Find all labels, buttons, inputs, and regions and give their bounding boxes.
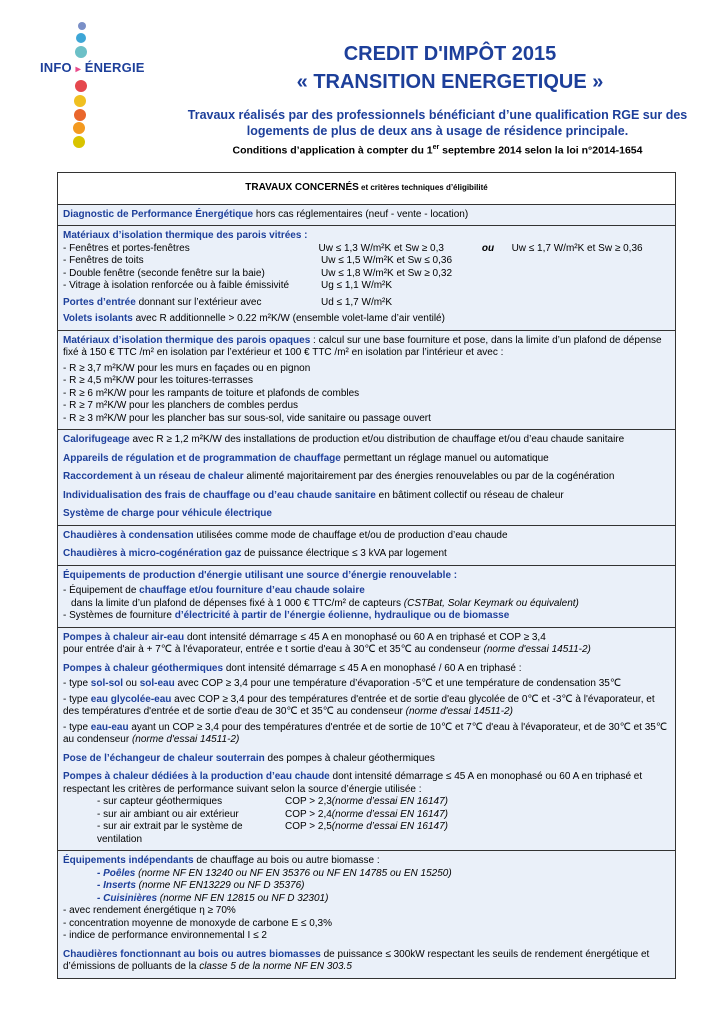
ded-line bbox=[63, 771, 670, 796]
page-subtitle: Travaux réalisés par des professionnels bénéficiant d’une qualification RGE sur des logements de plus de deux ans à usage de résidence principale. bbox=[187, 108, 688, 138]
section-enr bbox=[58, 566, 675, 628]
conditions-text-a: Conditions d’application à compter du 1 bbox=[232, 144, 433, 157]
calo-line bbox=[63, 434, 670, 447]
section-pac bbox=[58, 628, 675, 852]
bois-item bbox=[63, 868, 670, 881]
pac-text: dont intensité démarrage ≤ 45 A en monophasé ou 60 A en triphasé et COP ≥ 3,4 bbox=[184, 631, 546, 643]
volets-text: avec R additionnelle > 0.22 m²K/W (ensemble volet-lame d’air ventilé) bbox=[132, 313, 445, 324]
vit-row bbox=[63, 268, 670, 281]
geo-2-a: - type bbox=[63, 693, 91, 705]
enr-1-text: - Équipement de bbox=[63, 585, 140, 596]
diag-label: Diagnostic de Performance Énergétique bbox=[63, 208, 254, 220]
geo-1-d: sol-eau bbox=[139, 678, 175, 689]
works-table bbox=[57, 172, 676, 979]
geo-3-b: eau-eau bbox=[90, 721, 129, 733]
cop-row bbox=[63, 809, 670, 822]
enr-3-bold: d’électricité à partir de l’énergie éolienne, hydraulique ou de biomasse bbox=[174, 610, 510, 621]
vit-title: Matériaux d’isolation thermique des parois vitrées : bbox=[63, 230, 308, 241]
opa-bold: Matériaux d’isolation thermique des parois opaques bbox=[63, 334, 311, 346]
section-bois bbox=[58, 851, 675, 978]
pac-text-2: pour entrée d'air à + 7℃ à l'évaporateur, entrée e t sortie d'eau à 30℃ et 35℃ au condenseur bbox=[63, 644, 484, 655]
enr-item-1-detail bbox=[63, 598, 670, 611]
cop-label: - sur air ambiant ou air extérieur bbox=[97, 808, 239, 820]
conditions-sup: er bbox=[432, 144, 440, 151]
chb-bold: Chaudières fonctionnant au bois ou autres biomasses bbox=[63, 948, 321, 960]
geo-bold: Pompes à chaleur géothermiques bbox=[63, 662, 224, 674]
bois-crit: - concentration moyenne de monoxyde de carbone E ≤ 0,3% bbox=[63, 917, 332, 929]
ded-bold: Pompes à chaleur dédiées à la production d’eau chaude bbox=[63, 771, 330, 782]
enr-item-1 bbox=[63, 585, 670, 598]
conditions-line bbox=[175, 144, 700, 157]
chb-line bbox=[63, 949, 670, 974]
section-equipements bbox=[58, 430, 675, 526]
bois-item-norm: (norme NF EN13229 ou NF D 35376) bbox=[135, 880, 305, 891]
enr-title: Équipements de production d'énergie utilisant une source d’énergie renouvelable : bbox=[63, 569, 458, 581]
volets-bold: Volets isolants bbox=[63, 313, 133, 324]
cop-value: COP > 2,5 bbox=[285, 821, 332, 832]
portes-label bbox=[63, 297, 321, 310]
logo-dot-1 bbox=[78, 22, 86, 30]
geo-2-d: (norme d'essai 14511-2) bbox=[405, 706, 513, 717]
geo-3-a: - type bbox=[63, 721, 91, 733]
opa-intro bbox=[63, 335, 670, 360]
cop-label: - sur air extrait par le système de ventilation bbox=[97, 821, 243, 845]
cop-row bbox=[63, 821, 670, 846]
logo-dot-8 bbox=[73, 136, 85, 148]
geo-1-e: avec COP ≥ 3,4 pour une température d’évaporation -5℃ et une température de condensation 35℃ bbox=[174, 678, 622, 689]
cond-bold: Chaudières à condensation bbox=[63, 529, 194, 541]
enr-2-norm: (CSTBat, Solar Keymark ou équivalent) bbox=[403, 597, 579, 609]
diag-text: hors cas réglementaires (neuf - vente - location) bbox=[253, 208, 469, 220]
volets-line bbox=[63, 313, 670, 326]
geo-1-a: - type bbox=[63, 678, 91, 689]
ind-bold: Individualisation des frais de chauffage ou d’eau chaude sanitaire bbox=[63, 489, 376, 501]
sys-line: Système de charge pour véhicule électrique bbox=[63, 508, 272, 519]
micro-line bbox=[63, 548, 670, 561]
logo-dot-3 bbox=[75, 46, 87, 58]
portes-text: donnant sur l’extérieur avec bbox=[135, 296, 262, 308]
ind-text: en bâtiment collectif ou réseau de chaleur bbox=[375, 489, 564, 501]
title-line-1: CREDIT D'IMPÔT 2015 bbox=[343, 43, 557, 65]
logo-dot-6 bbox=[74, 109, 86, 121]
reg-text: permettant un réglage manuel ou automatique bbox=[340, 452, 549, 464]
rac-line bbox=[63, 471, 670, 484]
opa-text: : calcul sur une base fourniture et pose, dans la limite d’un plafond de dépense fixé à 150 € TTC /m² en isolation par l’extérieur et 100 € TTC /m² en isolation par l’intérieur et avec : bbox=[63, 334, 662, 358]
cop-value: COP > 2,4 bbox=[285, 808, 332, 820]
vit-row bbox=[63, 280, 670, 293]
ded-text: dont intensité démarrage ≤ 45 A en monophasé ou 60 A en triphasé et respectant les critères de performance suivant selon la source d’énergie utilisée : bbox=[63, 771, 643, 795]
ech-bold: Pose de l’échangeur de chaleur souterrain bbox=[63, 752, 265, 764]
bois-crit: - indice de performance environnemental I ≤ 2 bbox=[63, 930, 267, 941]
enr-2-text: dans la limite d’un plafond de dépenses fixé à 1 000 € TTC/m² de capteurs bbox=[71, 597, 404, 609]
geo-1-c: ou bbox=[123, 678, 140, 689]
info-energie-logo bbox=[40, 20, 165, 160]
section-diagnostic bbox=[58, 205, 675, 227]
ind-line bbox=[63, 490, 670, 503]
cond-line bbox=[63, 530, 670, 543]
pac-line-2 bbox=[63, 644, 670, 657]
vit-label: - Fenêtres de toits bbox=[63, 255, 144, 266]
bois-item-norm: (norme NF EN 12815 ou NF D 32301) bbox=[157, 892, 329, 904]
vit-or: ou bbox=[481, 242, 495, 254]
geo-1-b: sol-sol bbox=[90, 678, 124, 689]
geo-line bbox=[63, 663, 670, 676]
section-opaques bbox=[58, 331, 675, 431]
cop-norm: (norme d’essai EN 16147) bbox=[331, 821, 448, 832]
micro-text: de puissance électrique ≤ 3 kVA par logement bbox=[241, 548, 447, 559]
cop-value: COP > 2,3 bbox=[285, 796, 332, 807]
logo-energie: ÉNERGIE bbox=[84, 60, 145, 75]
opa-item: - R ≥ 6 m²K/W pour les rampants de toiture et plafonds de combles bbox=[63, 387, 360, 399]
cop-row bbox=[63, 796, 670, 809]
vit-label: - Vitrage à isolation renforcée ou à faible émissivité bbox=[63, 280, 290, 291]
geo-item-3 bbox=[63, 722, 670, 747]
conditions-text-b: septembre 2014 selon la loi n°2014-1654 bbox=[439, 144, 643, 157]
vit-alt: Uw ≤ 1,7 W/m²K et Sw ≥ 0,36 bbox=[511, 242, 643, 254]
vit-value: Uw ≤ 1,8 W/m²K et Sw ≥ 0,32 bbox=[321, 267, 453, 279]
bois-line bbox=[63, 855, 670, 868]
logo-dot-2 bbox=[76, 33, 86, 43]
opa-item: - R ≥ 3 m²K/W pour les plancher bas sur sous-sol, vide sanitaire ou passage ouvert bbox=[63, 412, 431, 424]
logo-dot-4 bbox=[75, 80, 87, 92]
vit-row bbox=[63, 255, 670, 268]
logo-dot-5 bbox=[74, 95, 86, 107]
ech-line bbox=[63, 753, 670, 766]
calo-bold: Calorifugeage bbox=[63, 434, 130, 445]
chb-norm: classe 5 de la norme NF EN 303.5 bbox=[199, 961, 352, 972]
ech-text: des pompes à chaleur géothermiques bbox=[264, 752, 435, 764]
table-header bbox=[58, 173, 675, 205]
portes-value: Ud ≤ 1,7 W/m²K bbox=[321, 296, 393, 308]
bois-bold: Équipements indépendants bbox=[63, 855, 194, 866]
vit-row bbox=[63, 243, 670, 256]
bois-item bbox=[63, 880, 670, 893]
vit-label: - Double fenêtre (seconde fenêtre sur la baie) bbox=[63, 267, 265, 279]
opa-item: - R ≥ 7 m²K/W pour les planchers de combles perdus bbox=[63, 400, 299, 411]
bois-item bbox=[63, 893, 670, 906]
title-line-2: « TRANSITION ENERGETIQUE » bbox=[296, 71, 604, 93]
vit-label: - Fenêtres et portes-fenêtres bbox=[63, 242, 190, 254]
geo-text: dont intensité démarrage ≤ 45 A en monophasé / 60 A en triphasé : bbox=[223, 662, 522, 674]
geo-item-2 bbox=[63, 694, 670, 719]
vit-value: Ug ≤ 1,1 W/m²K bbox=[321, 280, 393, 291]
pac-norm: (norme d'essai 14511-2) bbox=[483, 644, 591, 655]
cop-label: - sur capteur géothermiques bbox=[97, 796, 223, 807]
reg-bold: Appareils de régulation et de programmation de chauffage bbox=[63, 452, 341, 464]
section-chaudieres bbox=[58, 526, 675, 566]
bois-crit: - avec rendement énergétique η ≥ 70% bbox=[63, 905, 236, 916]
cop-norm: (norme d’essai EN 16147) bbox=[331, 796, 448, 807]
portes-row bbox=[63, 297, 670, 310]
pac-line bbox=[63, 632, 670, 645]
logo-dot-7 bbox=[73, 122, 85, 134]
bois-item-name: - Cuisinières bbox=[97, 892, 158, 904]
rac-text: alimenté majoritairement par des énergies renouvelables ou par de la cogénération bbox=[243, 471, 615, 482]
calo-text: avec R ≥ 1,2 m²K/W des installations de production et/ou distribution de chauffage et/ou d’eau chaude sanitaire bbox=[129, 434, 625, 445]
vit-value: Uw ≤ 1,5 W/m²K et Sw ≤ 0,36 bbox=[321, 255, 453, 266]
opa-item: - R ≥ 4,5 m²K/W pour les toitures-terrasses bbox=[63, 375, 253, 386]
bois-item-name: - Poêles bbox=[97, 867, 136, 879]
chb-text: de puissance ≤ 300kW respectant les seuils de rendement énergétique et d’émissions de polluants de la bbox=[63, 948, 650, 972]
enr-item-2 bbox=[63, 610, 670, 623]
rac-bold: Raccordement à un réseau de chaleur bbox=[63, 471, 244, 482]
table-header-small: et critères techniques d’éligibilité bbox=[358, 183, 488, 192]
geo-3-d: (norme d'essai 14511-2) bbox=[131, 734, 240, 745]
logo-separator: ▸ bbox=[75, 64, 81, 75]
geo-2-c: avec COP ≥ 3,4 pour des températures d'entrée et de sortie d'eau glycolée de 0℃ et -3℃ à l'évaporateur, et des températures d'entrée et de sortie d'eau de 30℃ et 35℃ au condenseur bbox=[63, 693, 655, 717]
portes-bold: Portes d’entrée bbox=[63, 296, 136, 308]
enr-3-text: - Systèmes de fourniture bbox=[63, 610, 175, 621]
geo-2-b: eau glycolée-eau bbox=[90, 693, 172, 705]
opa-item: - R ≥ 3,7 m²K/W pour les murs en façades ou en pignon bbox=[63, 362, 311, 374]
bois-item-norm: (norme NF EN 13240 ou NF EN 35376 ou NF EN 14785 ou EN 15250) bbox=[135, 867, 452, 879]
vit-value: Uw ≤ 1,3 W/m²K et Sw ≥ 0,3 bbox=[318, 242, 444, 254]
cond-text: utilisées comme mode de chauffage et/ou de production d’eau chaude bbox=[193, 529, 508, 541]
reg-line bbox=[63, 453, 670, 466]
section-vitrees bbox=[58, 226, 675, 331]
table-header-main: TRAVAUX CONCERNÉS bbox=[245, 182, 359, 193]
enr-1-bold: chauffage et/ou fourniture d’eau chaude solaire bbox=[139, 585, 365, 596]
micro-bold: Chaudières à micro-cogénération gaz bbox=[63, 548, 242, 559]
page-title bbox=[215, 40, 685, 96]
logo-text bbox=[40, 60, 145, 75]
geo-item-1 bbox=[63, 678, 670, 691]
bois-item-name: - Inserts bbox=[97, 880, 136, 891]
cop-norm: (norme d’essai EN 16147) bbox=[331, 808, 448, 820]
pac-bold: Pompes à chaleur air-eau bbox=[63, 631, 185, 643]
logo-info: INFO bbox=[40, 60, 72, 75]
geo-3-c: ayant un COP ≥ 3,4 pour des températures d'entrée et de sortie de 10℃ et 7℃ d'eau à l'évaporateur, et de 30℃ et 35℃ au condenseur bbox=[63, 721, 668, 745]
bois-text: de chauffage au bois ou autre biomasse : bbox=[193, 855, 380, 866]
